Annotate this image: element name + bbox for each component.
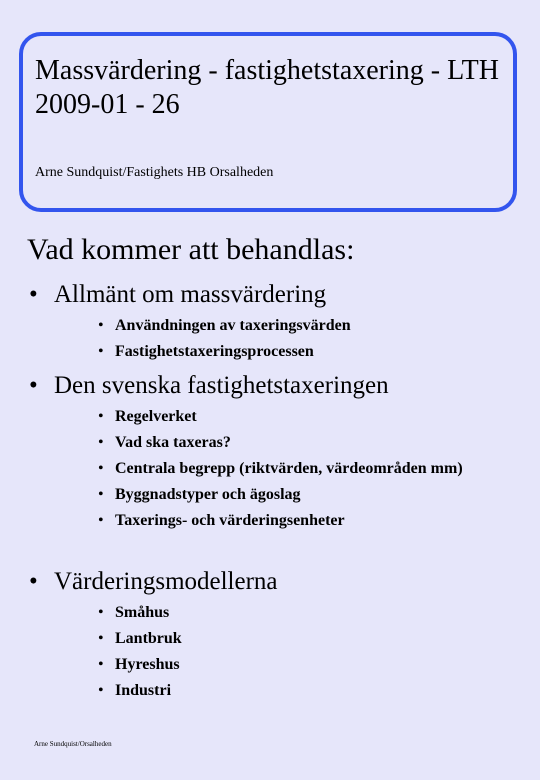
bullet-level2: • Taxerings- och värderingsenheter xyxy=(0,511,540,537)
bullet-level2: • Vad ska taxeras? xyxy=(0,433,540,459)
bullet-level2: • Centrala begrepp (riktvärden, värdeområden mm) xyxy=(0,459,540,485)
bullet-level2: • Regelverket xyxy=(0,407,540,433)
bullet-level2: • Lantbruk xyxy=(0,629,540,655)
bullet-level2: • Fastighetstaxeringsprocessen xyxy=(0,342,540,368)
bullet-level2: • Industri xyxy=(0,681,540,707)
bullet-level2: • Byggnadstyper och ägoslag xyxy=(0,485,540,511)
footer-text: Arne Sundquist/Orsalheden xyxy=(34,740,112,748)
slide-subtitle: Arne Sundquist/Fastighets HB Orsalheden xyxy=(35,165,274,180)
bullet-level1: • Den svenska fastighetstaxeringen xyxy=(0,371,540,407)
bullet-level2: • Småhus xyxy=(0,603,540,629)
bullet-level2: • Användningen av taxeringsvärden xyxy=(0,316,540,342)
section-varderingsmodeller xyxy=(0,567,540,707)
bullet-level1: • Allmänt om massvärdering xyxy=(0,280,540,316)
slide-heading: Vad kommer att behandlas: xyxy=(27,233,355,266)
slide-title: Massvärdering - fastighetstaxering - LTH 2009-01 - 26 xyxy=(35,55,499,120)
bullet-level1: • Värderingsmodellerna xyxy=(0,567,540,603)
title-box xyxy=(19,32,517,212)
section-fastighetstaxering xyxy=(0,371,540,537)
section-allmant xyxy=(0,280,540,368)
bullet-level2: • Hyreshus xyxy=(0,655,540,681)
